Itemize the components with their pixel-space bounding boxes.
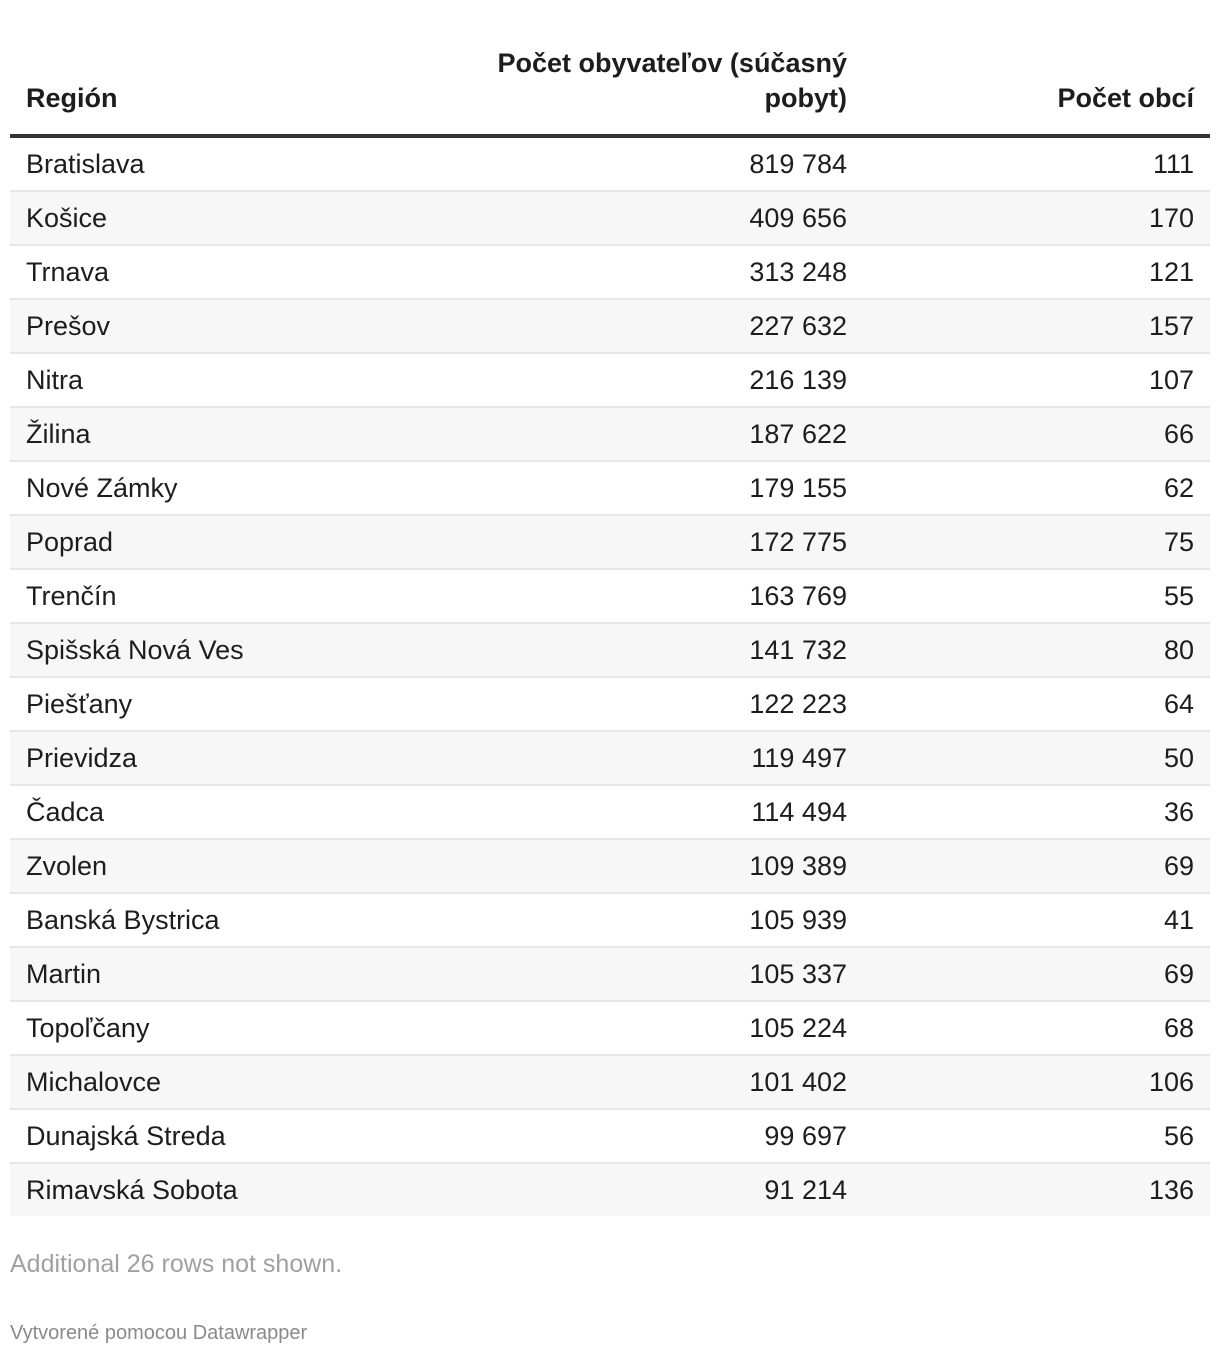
- region-cell: Nitra: [10, 353, 440, 407]
- population-cell: 99 697: [440, 1109, 852, 1163]
- municipalities-cell: 36: [852, 785, 1210, 839]
- column-header-municipalities[interactable]: Počet obcí: [852, 40, 1210, 136]
- population-cell: 109 389: [440, 839, 852, 893]
- table-header: [10, 40, 1210, 136]
- population-cell: 313 248: [440, 245, 852, 299]
- table-row: [10, 947, 1210, 1001]
- population-cell: 122 223: [440, 677, 852, 731]
- municipalities-cell: 66: [852, 407, 1210, 461]
- municipalities-cell: 121: [852, 245, 1210, 299]
- table-row: [10, 569, 1210, 623]
- table-row: [10, 1163, 1210, 1216]
- municipalities-cell: 69: [852, 839, 1210, 893]
- table-row: [10, 893, 1210, 947]
- table-row: [10, 515, 1210, 569]
- population-cell: 216 139: [440, 353, 852, 407]
- municipalities-cell: 62: [852, 461, 1210, 515]
- municipalities-cell: 136: [852, 1163, 1210, 1216]
- region-cell: Topoľčany: [10, 1001, 440, 1055]
- region-cell: Prešov: [10, 299, 440, 353]
- region-cell: Nové Zámky: [10, 461, 440, 515]
- municipalities-cell: 157: [852, 299, 1210, 353]
- municipalities-cell: 69: [852, 947, 1210, 1001]
- region-cell: Poprad: [10, 515, 440, 569]
- population-cell: 91 214: [440, 1163, 852, 1216]
- municipalities-cell: 107: [852, 353, 1210, 407]
- population-cell: 819 784: [440, 136, 852, 191]
- header-row: [10, 40, 1210, 136]
- municipalities-cell: 75: [852, 515, 1210, 569]
- region-cell: Trenčín: [10, 569, 440, 623]
- region-cell: Žilina: [10, 407, 440, 461]
- municipalities-cell: 55: [852, 569, 1210, 623]
- municipalities-cell: 111: [852, 136, 1210, 191]
- population-cell: 163 769: [440, 569, 852, 623]
- region-cell: Prievidza: [10, 731, 440, 785]
- population-cell: 141 732: [440, 623, 852, 677]
- table-row: [10, 191, 1210, 245]
- municipalities-cell: 106: [852, 1055, 1210, 1109]
- table-row: [10, 839, 1210, 893]
- population-cell: 105 224: [440, 1001, 852, 1055]
- table-row: [10, 407, 1210, 461]
- region-cell: Rimavská Sobota: [10, 1163, 440, 1216]
- region-cell: Martin: [10, 947, 440, 1001]
- municipalities-cell: 68: [852, 1001, 1210, 1055]
- column-header-population[interactable]: Počet obyvateľov (súčasný pobyt): [440, 40, 852, 136]
- region-cell: Košice: [10, 191, 440, 245]
- region-cell: Trnava: [10, 245, 440, 299]
- population-cell: 114 494: [440, 785, 852, 839]
- region-cell: Piešťany: [10, 677, 440, 731]
- table-row: [10, 353, 1210, 407]
- table-row: [10, 785, 1210, 839]
- region-cell: Čadca: [10, 785, 440, 839]
- municipalities-cell: 56: [852, 1109, 1210, 1163]
- population-cell: 119 497: [440, 731, 852, 785]
- table-row: [10, 461, 1210, 515]
- table-row: [10, 245, 1210, 299]
- column-header-region[interactable]: Región: [10, 40, 440, 136]
- population-cell: 101 402: [440, 1055, 852, 1109]
- municipalities-cell: 41: [852, 893, 1210, 947]
- population-cell: 172 775: [440, 515, 852, 569]
- municipalities-cell: 64: [852, 677, 1210, 731]
- population-cell: 227 632: [440, 299, 852, 353]
- population-cell: 409 656: [440, 191, 852, 245]
- population-cell: 179 155: [440, 461, 852, 515]
- population-cell: 105 337: [440, 947, 852, 1001]
- region-cell: Banská Bystrica: [10, 893, 440, 947]
- region-cell: Bratislava: [10, 136, 440, 191]
- municipalities-cell: 170: [852, 191, 1210, 245]
- table-row: [10, 623, 1210, 677]
- population-cell: 105 939: [440, 893, 852, 947]
- region-cell: Zvolen: [10, 839, 440, 893]
- table-row: [10, 731, 1210, 785]
- table-body: [10, 136, 1210, 1216]
- region-cell: Spišská Nová Ves: [10, 623, 440, 677]
- datawrapper-credit: Vytvorené pomocou Datawrapper: [10, 1322, 308, 1344]
- table-row: [10, 299, 1210, 353]
- table-row: [10, 1109, 1210, 1163]
- population-cell: 187 622: [440, 407, 852, 461]
- municipalities-cell: 50: [852, 731, 1210, 785]
- municipalities-cell: 80: [852, 623, 1210, 677]
- region-cell: Michalovce: [10, 1055, 440, 1109]
- table-row: [10, 1055, 1210, 1109]
- rows-not-shown-note: Additional 26 rows not shown.: [10, 1250, 343, 1278]
- table-row: [10, 136, 1210, 191]
- region-cell: Dunajská Streda: [10, 1109, 440, 1163]
- data-table: [10, 40, 1210, 1216]
- table-row: [10, 677, 1210, 731]
- data-table-container: [10, 40, 1210, 1216]
- table-row: [10, 1001, 1210, 1055]
